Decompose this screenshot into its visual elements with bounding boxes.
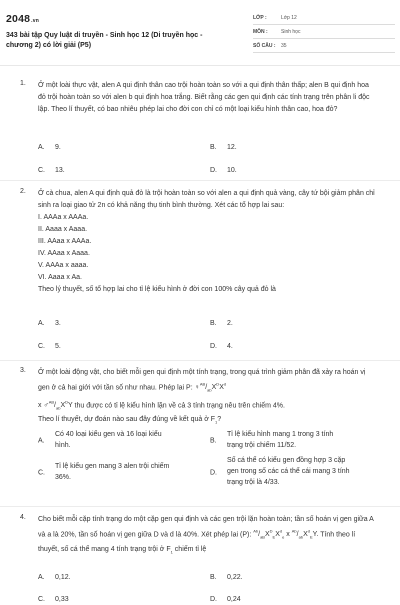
option-a[interactable]: A. 3.	[38, 320, 61, 327]
cross-item: IV. AAaa x Aaaa.	[38, 250, 90, 257]
option-b[interactable]: B. 0,22.	[210, 574, 243, 581]
cross-item: V. AAAa x aaaa.	[38, 262, 89, 269]
question-intro: Ở cà chua, alen A qui định quả đỏ là trội hoàn toàn so với alen a qui định quả vàng, cây tứ bội giảm phân chỉ sinh ra loại giao tử 2n có khả năng thụ tinh bình thường. Xét các tổ hợp lai sau:	[38, 190, 375, 209]
question-ask: Theo lý thuyết, số tổ hợp lai cho tỉ lệ kiểu hình ở đời con 100% cây quả đỏ là	[38, 286, 276, 293]
header-divider	[0, 65, 400, 66]
page-header	[0, 0, 400, 62]
question-text	[38, 188, 378, 296]
question-number: 2.	[20, 188, 26, 195]
option-c[interactable]: C. Tỉ lệ kiểu gen mang 3 alen trội chiếm 36%.	[38, 463, 170, 481]
cross-item: III. AAaa x AAAa.	[38, 238, 92, 245]
option-b[interactable]: B. 12.	[210, 144, 237, 151]
question-divider	[0, 180, 400, 181]
genotype-formula: $♀^{AB}/_{ab}X^DX^d$ x $♂^{AB}/_{ab}X^DY$	[38, 382, 227, 411]
question-divider	[0, 506, 400, 507]
site-logo[interactable]: 2048.vn	[6, 13, 39, 25]
option-d[interactable]: D. Số cá thể có kiểu gen đồng hợp 3 cặp gen trong số các cá thể cái mang 3 tính trạng trội là 4/33.	[210, 457, 350, 486]
cross-item: II. Aaaa x Aaaa.	[38, 226, 88, 233]
option-d[interactable]: D. 4.	[210, 343, 233, 350]
option-c[interactable]: C. 5.	[38, 343, 61, 350]
option-d[interactable]: D. 0,24	[210, 596, 241, 603]
option-b[interactable]: B. 2.	[210, 320, 233, 327]
option-a[interactable]: A. 0,12.	[38, 574, 71, 581]
option-a[interactable]: A. Có 40 loại kiểu gen và 16 loại kiểu hình.	[38, 431, 162, 449]
option-b[interactable]: B. Tỉ lệ kiểu hình mang 1 trong 3 tính trạng trội chiếm 11/52.	[210, 431, 334, 449]
question-text: Cho biết mỗi cặp tính trạng do một cặp gen qui định và các gen trội lặn hoàn toàn; tần số hoán vị gen giữa A và a là 20%, tần số hoán vị gen giữa D và d là 40%. Xét phép lai (P): $^{Ab}/_{aB}X^D_EX^d_e$ x $^{Ab}/_{ab}X^d_EY$. Tính theo lí thuyết, số cá thể mang 4 tính trạng trội ở $F_1$ chiếm tỉ lệ	[38, 516, 374, 555]
cross-item: I. AAAa x AAAa.	[38, 214, 89, 221]
question-divider	[0, 360, 400, 361]
genotype-formula: $^{Ab}/_{aB}X^D_EX^d_e$ x $^{Ab}/_{ab}X^d_EY$.	[253, 529, 319, 540]
option-c[interactable]: C. 13.	[38, 167, 65, 174]
document-title: 343 bài tập Quy luật di truyền - Sinh học 12 (Di truyền học - chương 2) có lời giải (P5)	[6, 32, 203, 49]
option-d[interactable]: D. 10.	[210, 167, 237, 174]
question-number: 3.	[20, 367, 26, 374]
option-a[interactable]: A. 9.	[38, 144, 61, 151]
question-number: 1.	[20, 80, 26, 87]
question-text: Ở một loài thực vật, alen A qui định thân cao trội hoàn toàn so với a qui định thân thấp; alen B qui định hoa đỏ trội hoàn toàn so với alen b qui định hoa trắng. Biết rằng các gen qui định các tính trạng trên phân li độc lập. Theo lí thuyết, có bao nhiêu phép lai cho đời con chỉ có một loại kiểu hình thân cao, hoa đỏ?	[38, 82, 370, 113]
meta-row-question-count: SỐ CÂU : 35	[253, 39, 395, 53]
cross-item: VI. Aaaa x Aa.	[38, 274, 82, 281]
question-number: 4.	[20, 514, 26, 521]
meta-row-subject: MÔN : Sinh học	[253, 25, 395, 39]
option-c[interactable]: C. 0,33	[38, 596, 69, 603]
document-meta	[253, 11, 395, 53]
question-text: Ở một loài động vật, cho biết mỗi gen qui định một tính trạng, trong quá trình giảm phân đã xảy ra hoán vị gen ở cả hai giới với tần số như nhau. Phép lai P: $♀^{AB}/_{ab}X^DX^d$ x $♂^{AB}/_{ab}X^DY$ thu được có tỉ lệ kiểu hình lặn về cả 3 tính trạng nêu trên chiếm 4%. Theo lí thuyết, dự đoán nào sau đây đúng về kết quả ở $F_1$?	[38, 369, 366, 425]
meta-row-class: LỚP : Lớp 12	[253, 11, 395, 25]
